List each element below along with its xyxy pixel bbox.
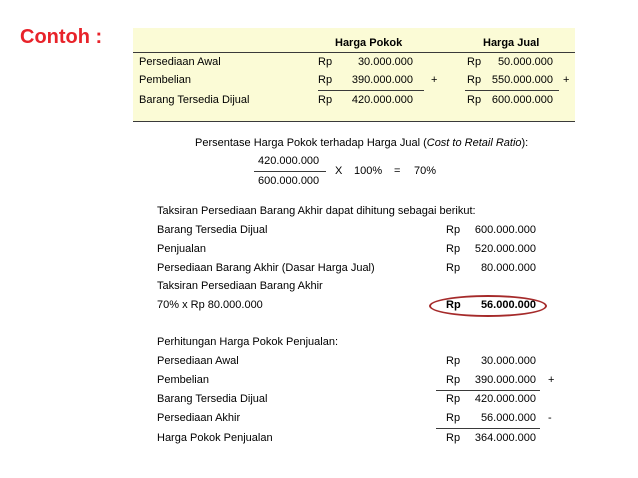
sum-rule: [436, 390, 540, 391]
currency-label: Rp: [446, 224, 461, 236]
retail-value: 600.000.000: [491, 94, 553, 106]
ratio-title: Persentase Harga Pokok terhadap Harga Jual (Cost to Retail Ratio):: [195, 137, 529, 149]
header-harga-pokok: Harga Pokok: [335, 37, 403, 49]
currency-label: Rp: [446, 393, 461, 405]
currency-label: Rp: [446, 355, 461, 367]
currency-label: Rp: [467, 94, 482, 106]
cogs-heading: Perhitungan Harga Pokok Penjualan:: [157, 336, 339, 348]
difference-rule: [436, 428, 540, 429]
estimate-heading: Taksiran Persediaan Barang Akhir dapat dihitung sebagai berikut:: [157, 205, 476, 217]
table-bottom-rule: [133, 121, 575, 122]
cost-value: 420.000.000: [351, 94, 413, 106]
ratio-denominator: 600.000.000: [258, 175, 320, 187]
estimate-sub-label: Taksiran Persediaan Barang Akhir: [157, 280, 323, 292]
header-harga-jual: Harga Jual: [483, 37, 540, 49]
table-row-label: Pembelian: [139, 74, 191, 86]
estimate-value: 80.000.000: [480, 262, 536, 274]
estimate-value: 600.000.000: [474, 224, 536, 236]
currency-label: Rp: [446, 432, 461, 444]
plus-operator: +: [431, 74, 438, 86]
currency-label: Rp: [318, 74, 333, 86]
currency-label: Rp: [318, 94, 333, 106]
estimate-row-label: Barang Tersedia Dijual: [157, 224, 268, 236]
currency-label: Rp: [467, 56, 482, 68]
sum-rule: [465, 90, 559, 91]
cogs-row-label: Persediaan Awal: [157, 355, 239, 367]
fraction-bar: [254, 171, 326, 172]
currency-label: Rp: [446, 374, 461, 386]
plus-operator: +: [563, 74, 570, 86]
cost-value: 30.000.000: [357, 56, 413, 68]
ratio-result: 70%: [414, 165, 437, 177]
estimate-row-label: Penjualan: [157, 243, 206, 255]
currency-label: Rp: [318, 56, 333, 68]
ratio-numerator: 420.000.000: [258, 155, 320, 167]
percent-value: 100%: [354, 165, 383, 177]
cogs-value: 30.000.000: [480, 355, 536, 367]
currency-label: Rp: [446, 243, 461, 255]
sum-rule: [318, 90, 424, 91]
cogs-row-label: Harga Pokok Penjualan: [157, 432, 273, 444]
retail-value: 50.000.000: [497, 56, 553, 68]
multiply-sign: X: [335, 165, 343, 177]
cogs-row-label: Pembelian: [157, 374, 209, 386]
cogs-total-value: 364.000.000: [474, 432, 536, 444]
table-row-label: Persediaan Awal: [139, 56, 221, 68]
currency-label: Rp: [467, 74, 482, 86]
currency-label: Rp: [446, 299, 461, 311]
equals-sign: =: [394, 165, 401, 177]
minus-operator: -: [548, 412, 552, 424]
slide-title: Contoh :: [20, 26, 103, 48]
estimate-row-label: Persediaan Barang Akhir (Dasar Harga Jual): [157, 262, 375, 274]
estimate-result-value: 56.000.000: [480, 299, 536, 311]
retail-value: 550.000.000: [491, 74, 553, 86]
cogs-row-label: Persediaan Akhir: [157, 412, 241, 424]
cogs-value: 390.000.000: [474, 374, 536, 386]
estimate-calc-label: 70% x Rp 80.000.000: [157, 299, 263, 311]
currency-label: Rp: [446, 262, 461, 274]
cogs-value: 56.000.000: [480, 412, 536, 424]
table-row-label: Barang Tersedia Dijual: [139, 94, 250, 106]
cogs-value: 420.000.000: [474, 393, 536, 405]
currency-label: Rp: [446, 412, 461, 424]
estimate-value: 520.000.000: [474, 243, 536, 255]
cost-value: 390.000.000: [351, 74, 413, 86]
cogs-row-label: Barang Tersedia Dijual: [157, 393, 268, 405]
table-header-rule: [133, 52, 575, 53]
plus-operator: +: [548, 374, 555, 386]
